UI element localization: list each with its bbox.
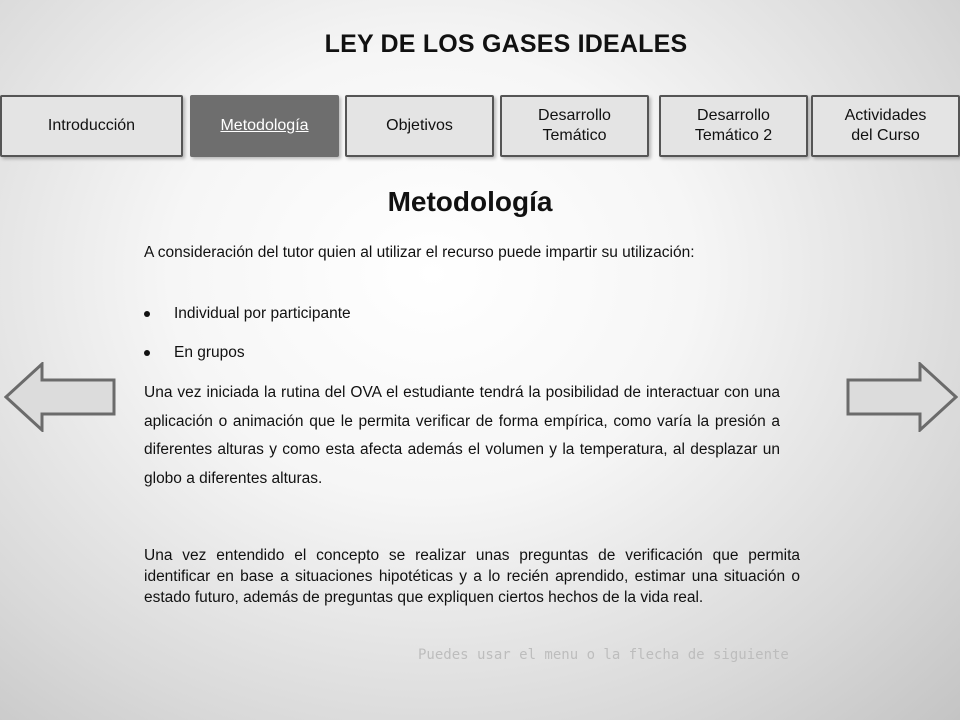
verification-paragraph: Una vez entendido el concepto se realizar unas preguntas de verificación que permita identificar en base a situaciones hipotéticas y a lo recién aprendido, estimar una situación o estado futuro, además de preguntas que expliquen ciertos hechos de la vida real.	[144, 547, 800, 606]
intro-paragraph: A consideración del tutor quien al utilizar el recurso puede impartir su utilización:	[144, 244, 695, 261]
tab-actividades-curso[interactable]: Actividades del Curso	[811, 95, 960, 157]
tab-objetivos[interactable]: Objetivos	[345, 95, 494, 157]
ova-paragraph: Una vez iniciada la rutina del OVA el estudiante tendrá la posibilidad de interactuar con una aplicación o animación que le permita verificar de forma empírica, como varía la presión a diferentes alturas y como esta afecta además el volumen y la temperatura, al desplazar un globo a diferentes alturas.	[144, 384, 780, 487]
bullet-icon	[144, 350, 150, 356]
tab-metodologia[interactable]: Metodología	[190, 95, 339, 157]
list-item	[144, 305, 351, 323]
arrow-right-icon[interactable]	[846, 362, 958, 432]
list-item	[144, 344, 245, 362]
list-item-label: En grupos	[174, 344, 245, 361]
list-item-label: Individual por participante	[174, 305, 351, 322]
tab-desarrollo-tematico[interactable]: Desarrollo Temático	[500, 95, 649, 157]
page-title: LEY DE LOS GASES IDEALES	[324, 30, 688, 58]
tab-desarrollo-tematico-2[interactable]: Desarrollo Temático 2	[659, 95, 808, 157]
navigation-hint: Puedes usar el menu o la flecha de siguiente	[418, 647, 789, 663]
section-heading: Metodología	[387, 186, 553, 217]
tab-introduccion[interactable]: Introducción	[0, 95, 183, 157]
arrow-left-icon[interactable]	[4, 362, 116, 432]
bullet-icon	[144, 311, 150, 317]
